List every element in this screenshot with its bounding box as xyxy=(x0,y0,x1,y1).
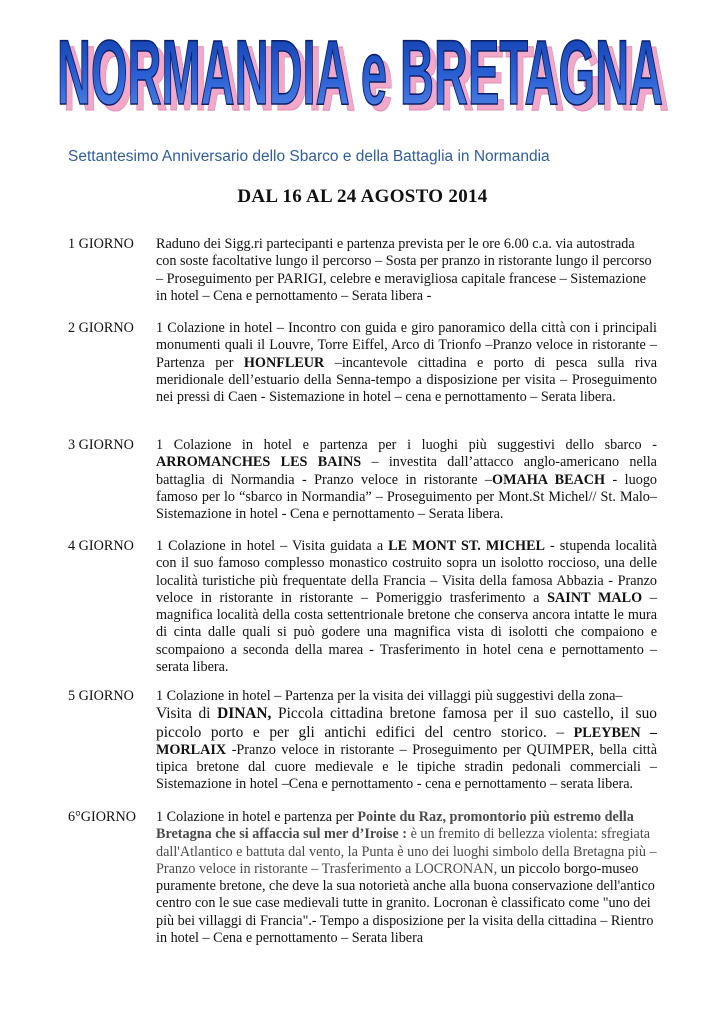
day-label: 5 GIORNO xyxy=(68,688,134,704)
day-label: 4 GIORNO xyxy=(68,538,134,554)
text-segment: 1 Colazione in hotel – Partenza per la visita dei villaggi più suggestivi della zona– xyxy=(156,688,623,704)
text-segment: 1 Colazione in hotel e partenza per xyxy=(156,809,358,825)
day-label: 1 GIORNO xyxy=(68,236,134,252)
text-segment: Visita di xyxy=(156,705,218,723)
day-text: Raduno dei Sigg.ri partecipanti e partenza prevista per le ore 6.00 c.a. via autostrada con soste facoltative lungo il percorso – Sosta per pranzo in ristorante lungo il percorso – Proseguimento per PARIGI, celebre e meravigliosa capitale francese – Sistemazione in hotel – Cena e pernottamento – Serata libera - xyxy=(156,236,652,304)
place-name: SAINT MALO xyxy=(547,589,643,606)
travel-dates: DAL 16 AL 24 AGOSTO 2014 xyxy=(237,186,488,207)
page-title: NORMANDIA e BRETAGNA xyxy=(57,22,663,124)
day-text xyxy=(156,437,657,523)
text-segment: –incantevole cittadina e porto di pesca sulla riva meridionale dell’estuario della Senna-tempo a disposizione per visita – Proseguimento nei pressi di Caen - Sistemazione in hotel – cena e pernottamento – Serata libera. xyxy=(156,354,657,406)
day-label: 2 GIORNO xyxy=(68,320,134,336)
text-segment: - stupenda località con il suo famoso complesso monastico costruito sopra un isolotto roccioso, una delle località turistiche più frequentate della Francia – Visita della famosa Abbazia - Pranzo veloce in ristorante in ristorante – Pomeriggio trasferimento a xyxy=(156,538,657,606)
day-label: 6°GIORNO xyxy=(68,809,136,825)
day-text xyxy=(156,809,657,947)
place-name: OMAHA BEACH xyxy=(492,471,606,488)
day-label: 3 GIORNO xyxy=(68,437,134,453)
page-title-banner xyxy=(0,18,725,128)
page-title-shadow: NORMANDIA e BRETAGNA xyxy=(63,28,669,128)
text-segment: Piccola cittadina bretone famosa per il suo castello, il suo piccolo porto e per gli antichi edifici del centro storico. – xyxy=(156,705,657,741)
place-name: ARROMANCHES LES BAINS xyxy=(156,454,362,471)
place-name: LE MONT ST. MICHEL xyxy=(388,538,545,554)
place-name: Pointe du Raz, promontorio più estremo della Bretagna che si affaccia sul mer d’Iroise : xyxy=(156,809,634,843)
text-segment: -Pranzo veloce in ristorante – Proseguimento per QUIMPER, bella città tipica bretone dal cuore medievale e le tipiche stradin pedonali commerciali – Sistemazione in hotel –Cena e pernottamento - cena e pernottamento – serata libera. xyxy=(156,741,657,793)
day-text xyxy=(156,538,657,676)
day-text xyxy=(156,688,657,794)
text-segment: – magnifica località della costa settentrionale bretone che conserva ancora intatte le mura di cinta dalle quali si può godere una magnifica vista di isolotti che compaiono e scompaiono a seconda della marea - Trasferimento in hotel cena e pernottamento – serata libera. xyxy=(156,589,658,676)
place-name: HONFLEUR xyxy=(243,354,325,371)
place-name: DINAN, xyxy=(217,705,272,723)
text-segment: - luogo famoso per lo “sbarco in Normandia” – Proseguimento per Mont.St Michel// St. Malo– Sistemazione in hotel - Cena e pernottamento – Serata libera. xyxy=(156,471,658,523)
text-segment: 1 Colazione in hotel – Incontro con guida e giro panoramico della città con i principali monumenti quali il Louvre, Torre Eiffel, Arco di Trionfo –Pranzo veloce in ristorante – Partenza per xyxy=(156,320,657,371)
text-segment: è un fremito di bellezza violenta: sfregiata dall'Atlantico e battuta dal vento, la Punta è uno dei luoghi simbolo della Bretagna più – Pranzo veloce in ristorante – Trasferimento a LOCRONAN, xyxy=(156,826,657,877)
text-segment: 1 Colazione in hotel e partenza per i luoghi più suggestivi dello sbarco - xyxy=(156,437,657,453)
day-text xyxy=(156,320,657,406)
text-segment: – investita dall’attacco anglo-americano nella battaglia di Normandia - Pranzo veloce in ristorante – xyxy=(156,454,657,488)
place-name: PLEYBEN – MORLAIX xyxy=(156,724,657,758)
text-segment: 1 Colazione in hotel – Visita guidata a xyxy=(156,538,389,554)
subtitle: Settantesimo Anniversario dello Sbarco e della Battaglia in Normandia xyxy=(68,148,550,165)
text-segment: un piccolo borgo-museo puramente bretone, che deve la sua notorietà anche alla buona conservazione dell'antico centro con le sue case medievali tutte in granito. Locronan è classificato come "uno dei più bei villaggi di Francia".- Tempo a disposizione per la visita della cittadina – Rientro in hotel – Cena e pernottamento – Serata libera xyxy=(156,860,655,947)
